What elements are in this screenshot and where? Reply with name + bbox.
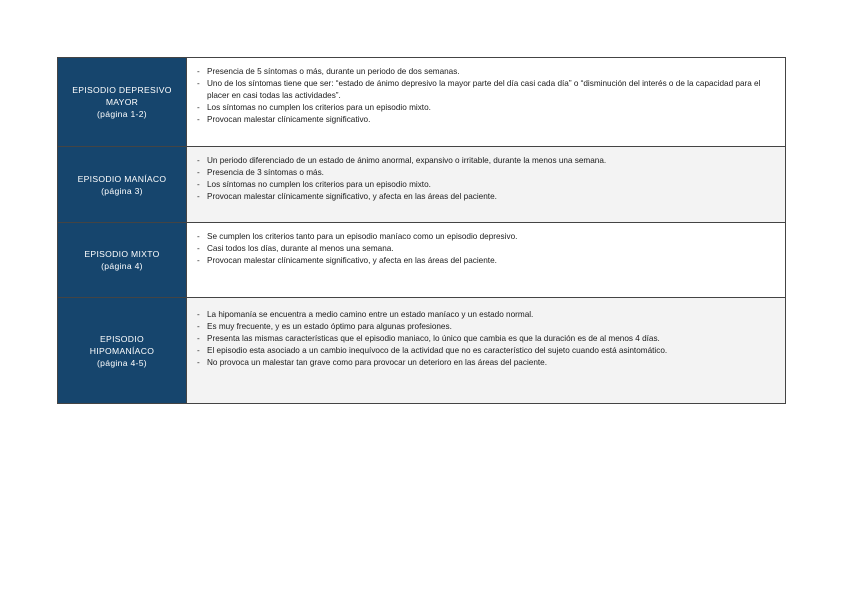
- list-item: [197, 345, 775, 357]
- row-title-line: HIPOMANÍACO: [89, 345, 155, 356]
- bullet-dash: -: [197, 156, 200, 165]
- episodes-table: [57, 57, 786, 404]
- row-content: [187, 223, 785, 297]
- list-item: [197, 321, 775, 333]
- bullet-dash: -: [197, 322, 200, 331]
- bullet-dash: -: [197, 358, 200, 367]
- row-label: [58, 223, 187, 297]
- table-row-hipomaniaco: [58, 298, 785, 403]
- bullet-dash: -: [197, 168, 200, 177]
- list-item: [197, 243, 775, 255]
- list-item-text: Provocan malestar clínicamente significativo, y afecta en las áreas del paciente.: [207, 256, 497, 265]
- list-item-text: No provoca un malestar tan grave como para provocar un deterioro en las áreas del paciente.: [207, 358, 547, 367]
- bullet-dash: -: [197, 346, 200, 355]
- bullet-dash: -: [197, 67, 200, 76]
- row-page: (página 3): [101, 185, 143, 196]
- row-page: (página 4): [101, 261, 143, 271]
- list-item-text: Los síntomas no cumplen los criterios para un episodio mixto.: [207, 103, 431, 112]
- list-item: [197, 231, 775, 243]
- row-content: [187, 147, 785, 222]
- list-item-text: La hipomanía se encuentra a medio camino entre un estado maníaco y un estado normal.: [207, 310, 534, 319]
- list-item-text: Provocan malestar clínicamente significativo, y afecta en las áreas del paciente.: [207, 192, 497, 201]
- list-item: [197, 255, 775, 267]
- row-content: [187, 58, 785, 146]
- bullet-dash: -: [197, 103, 200, 112]
- list-item-text: Provocan malestar clínicamente significativo.: [207, 115, 371, 124]
- bullet-dash: -: [197, 244, 200, 253]
- list-item: [197, 333, 775, 345]
- row-title-line: EPISODIO DEPRESIVO: [72, 85, 172, 95]
- list-item-text: Se cumplen los criterios tanto para un episodio maníaco como un episodio depresivo.: [207, 232, 518, 241]
- row-title-line: MAYOR: [105, 97, 139, 107]
- bullet-dash: -: [197, 256, 200, 265]
- list-item-text: Los síntomas no cumplen los criterios para un episodio mixto.: [207, 180, 431, 189]
- bullet-dash: -: [197, 192, 200, 201]
- list-item: [197, 309, 775, 321]
- list-item: [197, 155, 775, 167]
- list-item: [197, 102, 775, 114]
- list-item-text: Un periodo diferenciado de un estado de ánimo anormal, expansivo o irritable, durante la menos una semana.: [207, 156, 607, 165]
- row-title-line: EPISODIO MANÍACO: [77, 173, 167, 184]
- bullet-dash: -: [197, 334, 200, 343]
- list-item: [197, 357, 775, 369]
- bullet-dash: -: [197, 79, 200, 88]
- list-item: [197, 78, 775, 102]
- row-label: [58, 147, 187, 222]
- row-label: [58, 58, 187, 146]
- bullet-dash: -: [197, 232, 200, 241]
- list-item: [197, 179, 775, 191]
- list-item-text: Uno de los síntomas tiene que ser: “estado de ánimo depresivo la mayor parte del día casi cada día” o “disminución del interés o de la capacidad para el placer en casi todas las actividades”.: [207, 79, 761, 100]
- list-item: [197, 167, 775, 179]
- bullet-dash: -: [197, 310, 200, 319]
- list-item-text: Presencia de 3 síntomas o más.: [207, 168, 324, 177]
- list-item-text: Presencia de 5 síntomas o más, durante un periodo de dos semanas.: [207, 67, 460, 76]
- table-row-mixto: [58, 223, 785, 298]
- list-item-text: Es muy frecuente, y es un estado óptimo para algunas profesiones.: [207, 322, 452, 331]
- list-item-text: El episodio esta asociado a un cambio inequívoco de la actividad que no es característico del sujeto cuando está asintomático.: [207, 346, 668, 355]
- row-page: (página 4-5): [97, 357, 147, 368]
- row-page: (página 1-2): [97, 109, 147, 119]
- row-content: [187, 298, 785, 403]
- row-title-line: EPISODIO: [100, 333, 144, 344]
- list-item: [197, 66, 775, 78]
- table-row-maniaco: [58, 147, 785, 223]
- list-item-text: Presenta las mismas características que el episodio maniaco, lo único que cambia es que la duración es de al menos 4 días.: [207, 334, 660, 343]
- table-row-depresivo: [58, 58, 785, 147]
- bullet-dash: -: [197, 115, 200, 124]
- list-item-text: Casi todos los días, durante al menos una semana.: [207, 244, 394, 253]
- row-label: [58, 298, 187, 403]
- bullet-dash: -: [197, 180, 200, 189]
- list-item: [197, 191, 775, 203]
- list-item: [197, 114, 775, 126]
- row-title-line: EPISODIO MIXTO: [84, 249, 160, 259]
